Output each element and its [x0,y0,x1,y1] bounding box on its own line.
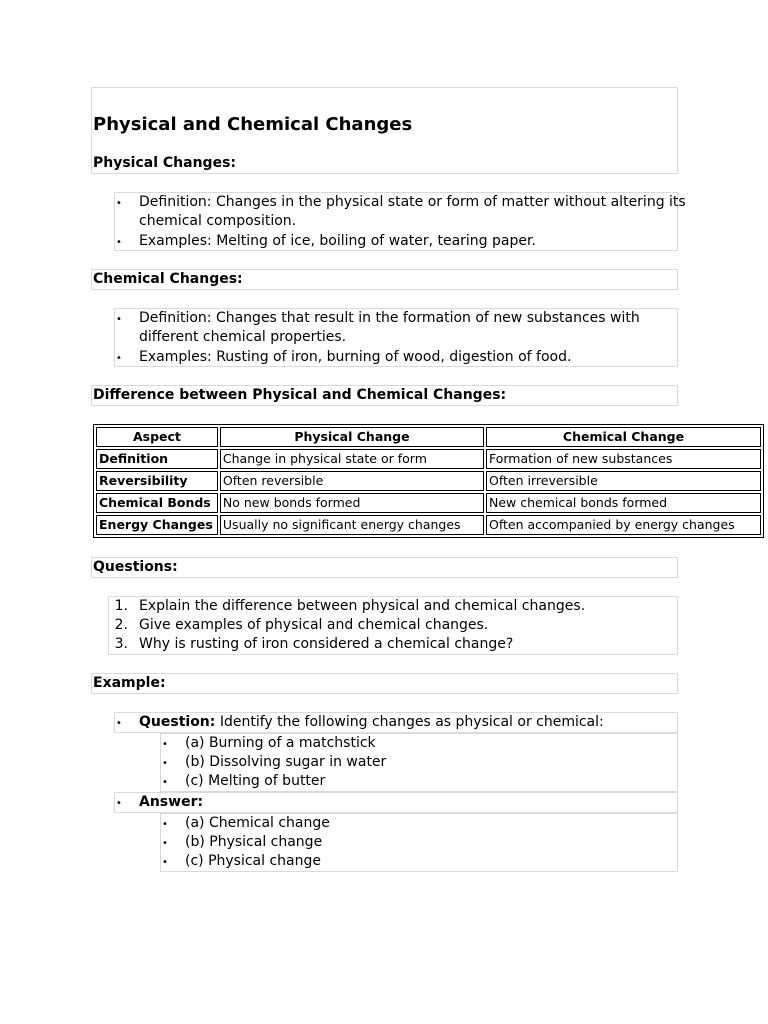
physical-examples: Examples: Melting of ice, boiling of water, tearing paper. [139,233,536,249]
physical-cell: Change in physical state or form [220,449,484,469]
question-text: Identify the following changes as physical or chemical: [215,714,604,730]
page-title: Physical and Chemical Changes [93,114,413,135]
aspect-cell: Reversibility [96,471,218,491]
chemical-cell: Often accompanied by energy changes [486,515,761,535]
questions-heading: Questions: [93,559,178,575]
answer-subitem: (c) Physical change [185,853,321,869]
example-heading: Example: [93,675,166,691]
bullet-icon: • [162,819,168,830]
answer-subitem: (b) Physical change [185,834,323,850]
bullet-icon: • [162,857,168,868]
table-header-row [96,427,761,447]
question-subitem: (a) Burning of a matchstick [185,735,376,751]
bullet-icon: • [116,198,122,209]
list-number: 1. [114,598,128,614]
table-row [96,493,761,513]
example-heading-box [91,673,678,694]
bullet-icon: • [116,353,122,364]
difference-heading: Difference between Physical and Chemical Changes: [93,387,507,403]
question-item-3: Why is rusting of iron considered a chemical change? [139,636,514,652]
table-row [96,515,761,535]
bullet-icon: • [162,739,168,750]
aspect-cell: Chemical Bonds [96,493,218,513]
list-number: 3. [114,636,128,652]
chemical-changes-heading: Chemical Changes: [93,271,243,287]
physical-cell: Often reversible [220,471,484,491]
table-row [96,449,761,469]
comparison-table [93,424,764,538]
list-number: 2. [114,617,128,633]
question-label: Question: [139,714,216,730]
example-question [139,713,604,732]
physical-definition-line-1: Definition: Changes in the physical state or form of matter without altering its [139,194,686,210]
answer-label: Answer: [139,794,204,810]
answer-subitem: (a) Chemical change [185,815,330,831]
physical-cell: No new bonds formed [220,493,484,513]
bullet-icon: • [162,758,168,769]
bullet-icon: • [116,798,122,809]
chemical-cell: Formation of new substances [486,449,761,469]
physical-definition-line-2: chemical composition. [139,213,297,229]
chemical-cell: New chemical bonds formed [486,493,761,513]
chemical-definition-line-2: different chemical properties. [139,329,347,345]
bullet-icon: • [116,237,122,248]
table-row [96,471,761,491]
column-header-aspect: Aspect [96,427,218,447]
bullet-icon: • [116,314,122,325]
physical-changes-heading: Physical Changes: [93,155,237,171]
chemical-examples: Examples: Rusting of iron, burning of wood, digestion of food. [139,349,572,365]
chemical-cell: Often irreversible [486,471,761,491]
physical-cell: Usually no significant energy changes [220,515,484,535]
question-item-2: Give examples of physical and chemical changes. [139,617,489,633]
question-subitem: (c) Melting of butter [185,773,326,789]
question-subitem: (b) Dissolving sugar in water [185,754,387,770]
bullet-icon: • [162,777,168,788]
question-item-1: Explain the difference between physical and chemical changes. [139,598,586,614]
questions-heading-box [91,557,678,578]
bullet-icon: • [116,718,122,729]
column-header-chemical: Chemical Change [486,427,761,447]
aspect-cell: Definition [96,449,218,469]
aspect-cell: Energy Changes [96,515,218,535]
column-header-physical: Physical Change [220,427,484,447]
chemical-definition-line-1: Definition: Changes that result in the formation of new substances with [139,310,640,326]
bullet-icon: • [162,838,168,849]
